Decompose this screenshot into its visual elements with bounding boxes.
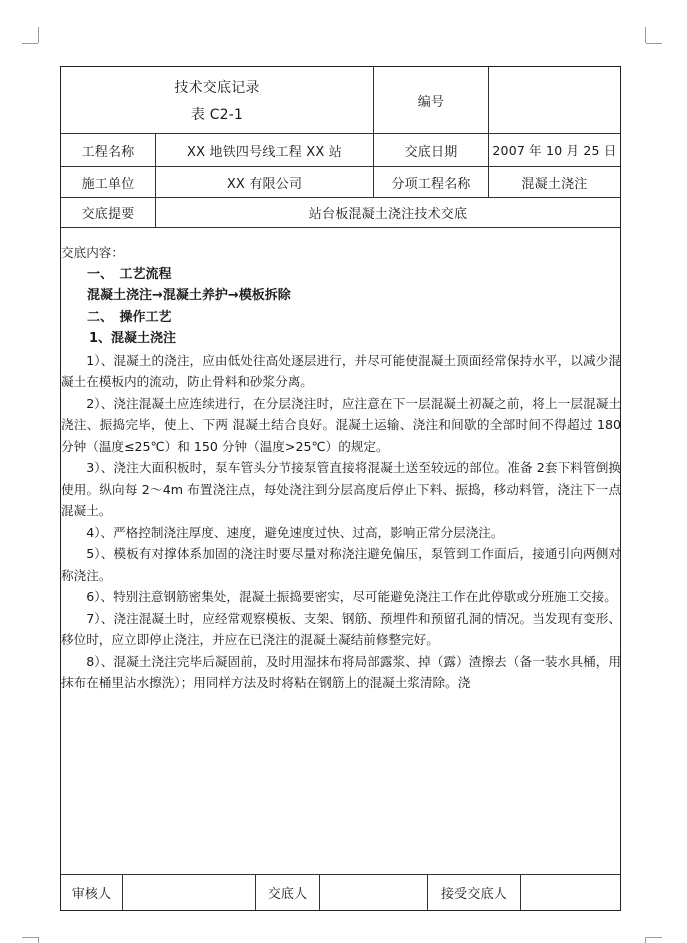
paragraph-3: 3）、浇注大面积板时，泵车管头分节接泵管直接将混凝土送至较远的部位。准备 2套下料管倒换使用。纵向每 2～4m 布置浇注点，每处浇注到分层高度后停止下料、振捣，移动料管，浇注下一点混凝土。 [61, 460, 621, 518]
crop-mark-top-right-h [646, 43, 662, 44]
discloser-label: 交底人 [267, 887, 308, 902]
sub-project-label: 分项工程名称 [391, 176, 471, 192]
paragraph-2: 2）、浇注混凝土应连续进行，在分层浇注时，应注意在下一层混凝土初凝之前，将上一层混凝土浇注、振捣完毕，使上、下两 混凝土结合良好。混凝土运输、浇注和间歇的全部时间不得超过 180 分钟（温度≤25℃）和 150 分钟（温度>25℃）的规定。 [61, 395, 621, 454]
form-number: 表 C2-1 [190, 107, 244, 123]
summary-value: 站台板混凝土浇注技术交底 [308, 207, 468, 222]
paragraph-7: 7）、浇注混凝土时，应经常观察模板、支架、钢筋、预埋件和预留孔洞的情况。当发现有变形、移位时，应立即停止浇注，并应在已浇注的混凝土凝结前修整完好。 [61, 610, 621, 647]
reviewer-label: 审核人 [71, 887, 112, 902]
reviewer-signature[interactable] [123, 875, 255, 910]
contractor-value: XX 有限公司 [226, 176, 303, 192]
crop-mark-bottom-left-h [22, 937, 38, 938]
project-name-value: XX 地铁四号线工程 XX 站 [186, 144, 343, 160]
crop-mark-bottom-left-v [38, 937, 39, 943]
section-1-title: 一、 工艺流程 [87, 266, 172, 282]
discloser-signature[interactable] [320, 875, 427, 910]
crop-mark-top-left-h [22, 43, 38, 44]
crop-mark-bottom-right-h [646, 937, 662, 938]
sub-project-value: 混凝土浇注 [521, 176, 588, 192]
project-name-label: 工程名称 [81, 144, 135, 160]
crop-mark-top-left-v [38, 27, 39, 43]
paragraph-8: 8）、混凝土浇注完毕后凝固前，及时用湿抹布将局部露浆、掉（露）渣擦去（备一装水具桶，用抹布在桶里沾水擦洗）；用同样方法及时将粘在钢筋上的混凝土浆清除。浇 [61, 653, 621, 690]
disclosure-content [61, 242, 621, 694]
paragraph-6: 6）、特别注意钢筋密集处，混凝土振捣要密实，尽可能避免浇注工作在此停歇或分班施工交接。 [86, 589, 617, 604]
section-2-title: 二、 操作工艺 [87, 309, 172, 325]
receiver-signature[interactable] [521, 875, 620, 910]
contractor-label: 施工单位 [81, 176, 135, 192]
paragraph-1: 1）、混凝土的浇注，应由低处往高处逐层进行，并尽可能使混凝土顶面经常保持水平，以减少混凝土在模板内的流动，防止骨料和砂浆分离。 [61, 352, 621, 389]
content-label: 交底内容： [61, 245, 124, 260]
disclosure-date-value: 2007 年 10 月 25 日 [492, 143, 617, 158]
process-flow: 混凝土浇注→混凝土养护→模板拆除 [87, 288, 291, 303]
number-value[interactable] [489, 67, 620, 133]
paragraph-5: 5）、模板有对撑体系加固的浇注时要尽量对称浇注避免偏压，泵管到工作面后，接通引向两侧对称浇注。 [61, 546, 621, 583]
crop-mark-top-right-v [645, 27, 646, 43]
row-divider [61, 227, 620, 228]
form-title: 技术交底记录 [174, 80, 260, 96]
disclosure-date-label: 交底日期 [404, 144, 458, 160]
subsection-1-title: 1、混凝土浇注 [89, 331, 177, 346]
number-label: 编号 [417, 94, 445, 110]
receiver-label: 接受交底人 [440, 887, 507, 902]
summary-label: 交底提要 [81, 207, 135, 222]
crop-mark-bottom-right-v [645, 937, 646, 943]
paragraph-4: 4）、严格控制浇注厚度、速度，避免速度过快、过高，影响正常分层浇注。 [86, 524, 504, 540]
